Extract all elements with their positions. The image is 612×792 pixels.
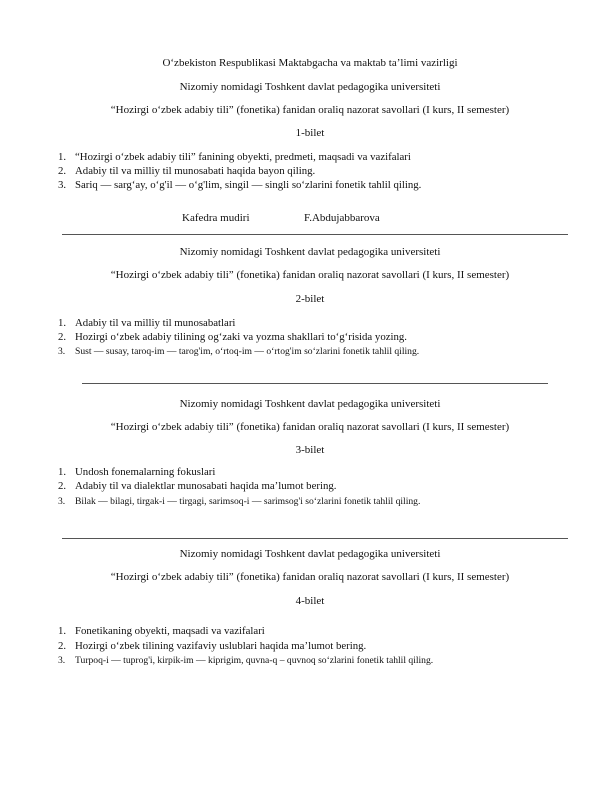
- question-number: 3.: [58, 346, 66, 357]
- question-text: “Hozirgi o‘zbek adabiy tili” fanining obyekti, predmeti, maqsadi va vazifalari: [75, 151, 411, 163]
- question-text: Bilak — bilagi, tirgak-i — tirgagi, sarimsoq-i — sarimsog'i so‘zlarini fonetik tahlil qiling.: [75, 496, 421, 507]
- question-number: 3.: [58, 496, 66, 507]
- question-item: [58, 480, 336, 493]
- university-name-4: Nizomiy nomidagi Toshkent davlat pedagogika universiteti: [179, 548, 441, 560]
- ticket-number-4: 4-bilet: [295, 595, 325, 607]
- question-item: [58, 625, 265, 638]
- ticket-number-3: 3-bilet: [295, 444, 325, 456]
- question-text: Sust — susay, taroq-im — tarog'im, o‘rtoq-im — o‘rtog'im so‘zlarini fonetik tahlil qiling.: [75, 346, 420, 357]
- question-number: 1.: [58, 317, 67, 329]
- question-item: [58, 317, 235, 330]
- question-number: 2.: [58, 165, 67, 177]
- section-divider: [82, 383, 548, 384]
- signature-role: Kafedra mudiri: [182, 212, 250, 224]
- question-item: [58, 179, 421, 192]
- question-item: [58, 495, 420, 508]
- question-number: 1.: [58, 466, 67, 478]
- question-text: Fonetikaning obyekti, maqsadi va vazifalari: [75, 625, 265, 637]
- question-text: Adabiy til va milliy til munosabatlari: [75, 317, 236, 329]
- question-number: 1.: [58, 151, 67, 163]
- question-text: Hozirgi o‘zbek tilining vazifaviy uslublari haqida ma’lumot bering.: [75, 640, 367, 652]
- question-item: [58, 345, 419, 358]
- question-item: [58, 654, 433, 667]
- question-number: 2.: [58, 331, 67, 343]
- question-number: 3.: [58, 179, 67, 191]
- question-text: Sariq — sarg‘ay, o‘g'il — o‘g'lim, singil — singli so‘zlarini fonetik tahlil qiling.: [75, 179, 422, 191]
- question-number: 2.: [58, 480, 67, 492]
- section-divider: [62, 234, 568, 235]
- question-item: [58, 640, 366, 653]
- subject-title-4: “Hozirgi o‘zbek adabiy tili” (fonetika) fanidan oraliq nazorat savollari (I kurs, II semester): [110, 571, 510, 583]
- university-name-3: Nizomiy nomidagi Toshkent davlat pedagogika universiteti: [179, 398, 441, 410]
- question-text: Undosh fonemalarning fokuslari: [75, 466, 216, 478]
- subject-title-3: “Hozirgi o‘zbek adabiy tili” (fonetika) fanidan oraliq nazorat savollari (I kurs, II semester): [110, 421, 510, 433]
- university-name-1: Nizomiy nomidagi Toshkent davlat pedagogika universiteti: [179, 81, 441, 93]
- question-text: Adabiy til va dialektlar munosabati haqida ma’lumot bering.: [75, 480, 337, 492]
- question-number: 2.: [58, 640, 67, 652]
- question-number: 3.: [58, 655, 66, 666]
- ticket-number-1: 1-bilet: [295, 127, 325, 139]
- university-name-2: Nizomiy nomidagi Toshkent davlat pedagogika universiteti: [179, 246, 441, 258]
- section-divider: [62, 538, 568, 539]
- question-text: Adabiy til va milliy til munosabati haqida bayon qiling.: [75, 165, 316, 177]
- ticket-number-2: 2-bilet: [295, 293, 325, 305]
- question-item: [58, 165, 315, 178]
- question-item: [58, 331, 407, 344]
- ministry-header: O‘zbekiston Respublikasi Maktabgacha va maktab ta’limi vazirligi: [162, 57, 458, 69]
- question-text: Hozirgi o‘zbek adabiy tilining og‘zaki va yozma shakllari to‘g‘risida yozing.: [75, 331, 408, 343]
- subject-title-1: “Hozirgi o‘zbek adabiy tili” (fonetika) fanidan oraliq nazorat savollari (I kurs, II semester): [110, 104, 510, 116]
- signature-name: F.Abdujabbarova: [304, 212, 380, 224]
- question-number: 1.: [58, 625, 67, 637]
- subject-title-2: “Hozirgi o‘zbek adabiy tili” (fonetika) fanidan oraliq nazorat savollari (I kurs, II semester): [110, 269, 510, 281]
- question-item: [58, 466, 215, 479]
- question-text: Turpoq-i — tuprog'i, kirpik-im — kiprigim, quvna-q – quvnoq so‘zlarini fonetik tahlil qiling.: [75, 655, 434, 666]
- question-item: [58, 151, 411, 164]
